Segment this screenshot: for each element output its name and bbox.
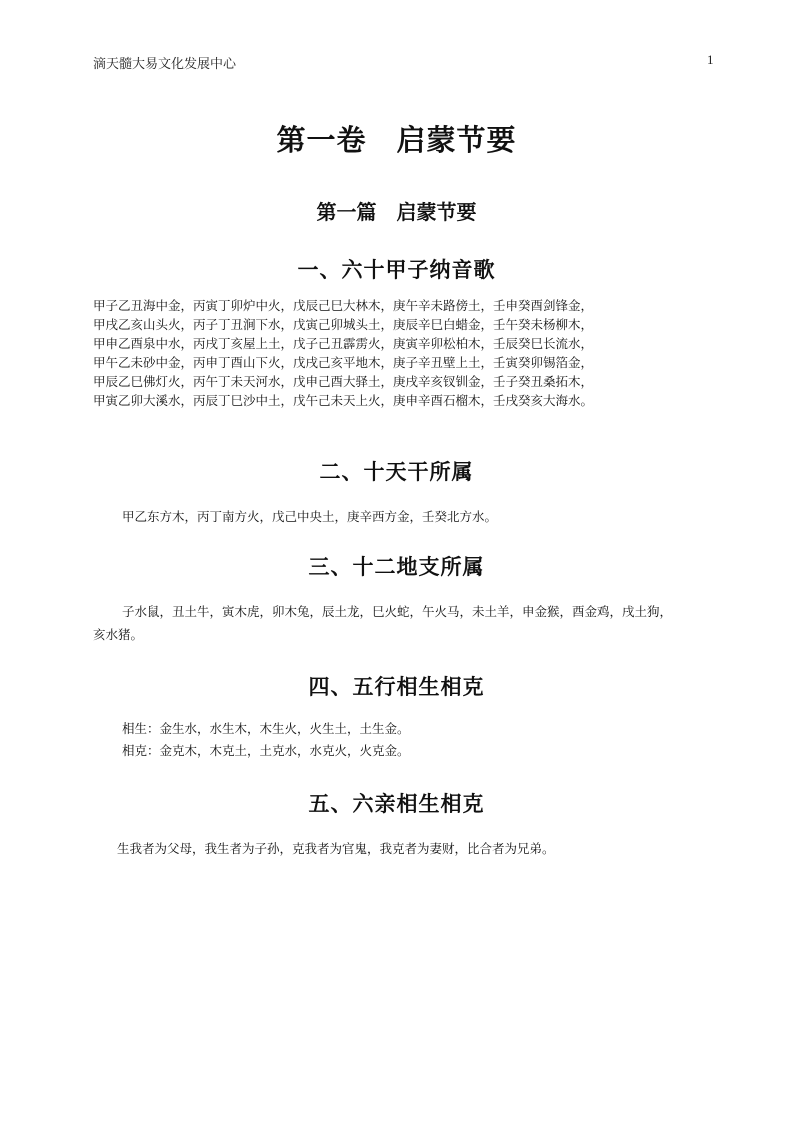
section-heading-dizhi: 三、十二地支所属	[308, 554, 485, 579]
verse-line: 甲子乙丑海中金，丙寅丁卯炉中火，戊辰己巳大林木，庚午辛未路傍土，壬申癸酉剑锋金，	[93, 298, 594, 313]
verse-line: 甲午乙未砂中金，丙申丁酉山下火，戊戌己亥平地木，庚子辛丑壁上土，壬寅癸卯锡箔金，	[93, 355, 594, 370]
section-heading-tiangan: 二、十天干所属	[319, 459, 474, 484]
page-number: 1	[707, 52, 714, 67]
section-heading-nayin: 一、六十甲子纳音歌	[297, 257, 496, 282]
wuxing-ke-text: 相克：金克木，木克土，土克水，水克火，火克金。	[122, 743, 410, 758]
volume-title: 第一卷 启蒙节要	[276, 123, 517, 157]
dizhi-text-line1: 子水鼠，丑土牛，寅木虎，卯木兔，辰土龙，巳火蛇，午火马，未土羊，申金猴，酉金鸡，戌土狗，	[122, 604, 673, 619]
verse-line: 甲寅乙卯大溪水，丙辰丁巳沙中土，戊午己未天上火，庚申辛酉石榴木，壬戌癸亥大海水。	[93, 393, 594, 408]
verse-line: 甲申乙酉泉中水，丙戌丁亥屋上土，戊子己丑霹雳火，庚寅辛卯松柏木，壬辰癸巳长流水，	[93, 336, 594, 351]
chapter-title: 第一篇 启蒙节要	[316, 200, 477, 224]
verse-line: 甲戌乙亥山头火，丙子丁丑涧下水，戊寅己卯城头土，庚辰辛巳白蜡金，壬午癸未杨柳木，	[93, 317, 594, 332]
tiangan-text: 甲乙东方木，丙丁南方火，戊己中央土，庚辛西方金，壬癸北方水。	[122, 509, 498, 524]
section-heading-wuxing: 四、五行相生相克	[308, 674, 485, 699]
section-heading-liuqin: 五、六亲相生相克	[308, 791, 485, 816]
verse-line: 甲辰乙巳佛灯火，丙午丁未天河水，戊申己酉大驿土，庚戌辛亥钗钏金，壬子癸丑桑拓木，	[93, 374, 594, 389]
dizhi-text-line2: 亥水猪。	[93, 627, 144, 642]
nayin-verse	[93, 296, 713, 410]
liuqin-text: 生我者为父母，我生者为子孙，克我者为官鬼，我克者为妻财，比合者为兄弟。	[117, 841, 555, 856]
wuxing-sheng-text: 相生：金生水，水生木，木生火，火生土，土生金。	[122, 721, 410, 736]
header-org-name: 滴天髓大易文化发展中心	[93, 57, 237, 72]
